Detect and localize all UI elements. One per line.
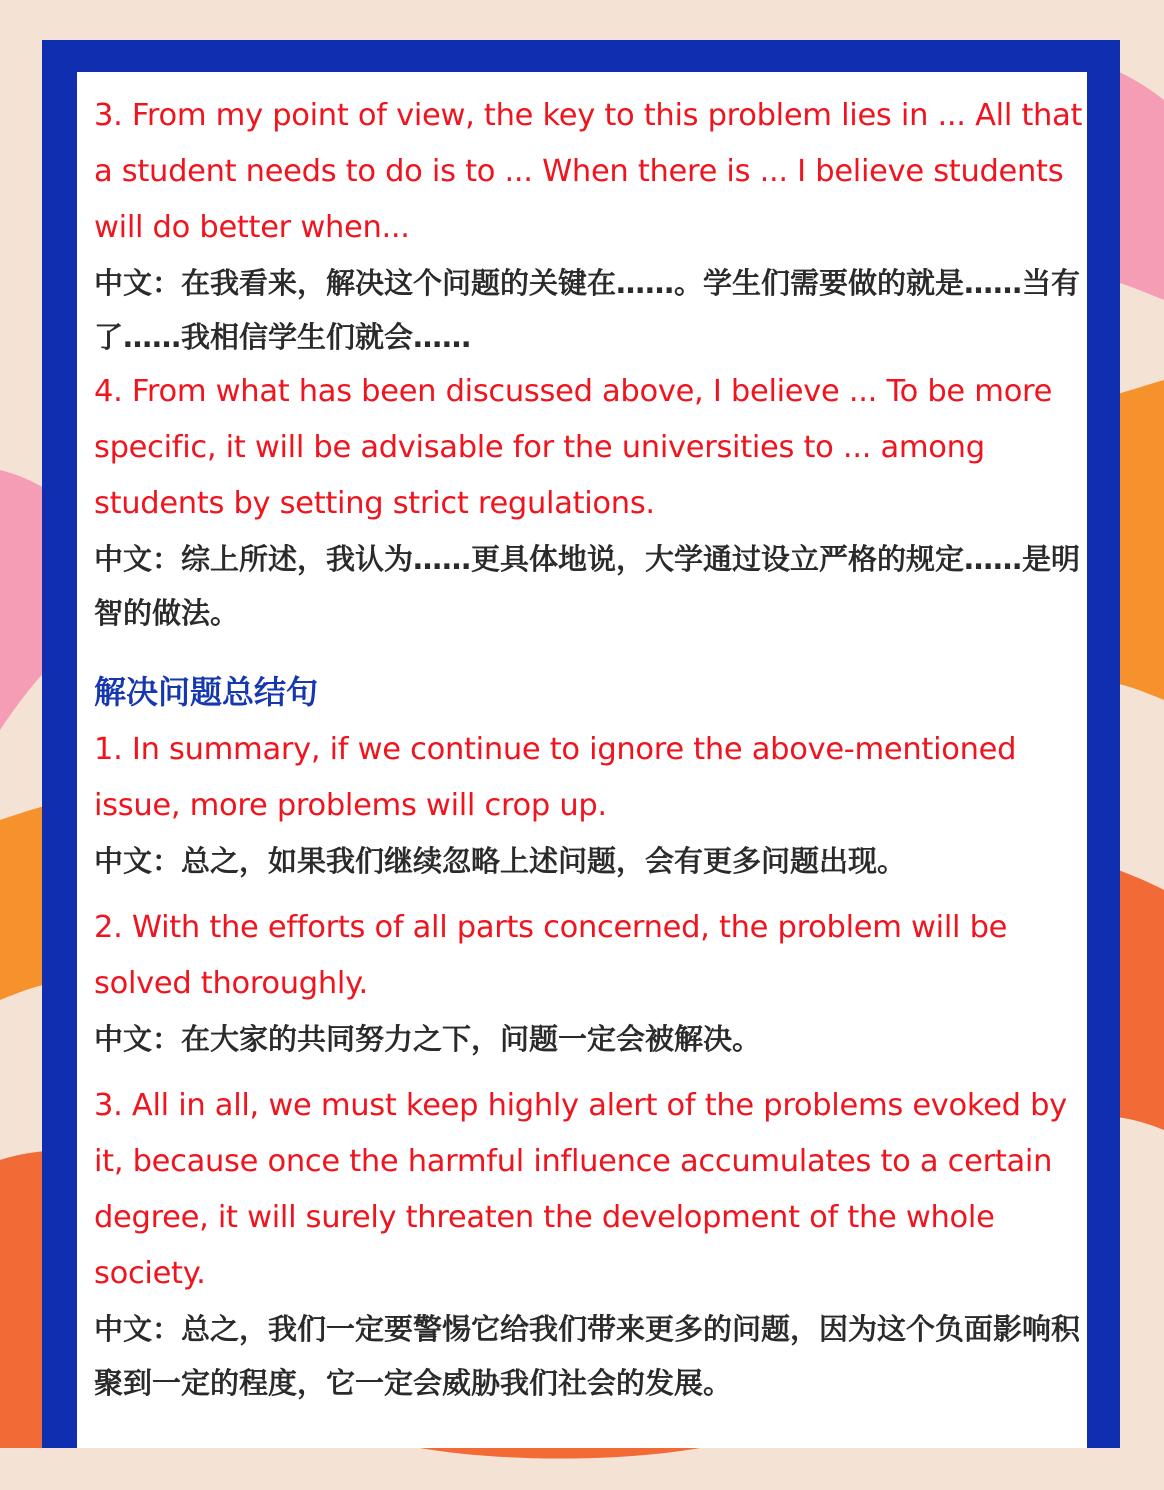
- bottom-orange-accent: [420, 1448, 700, 1459]
- spacer: [94, 640, 1087, 662]
- intro-item-3-chinese: 中文：在我看来，解决这个问题的关键在……。学生们需要做的就是……当有了……我相信学生们就会……: [94, 266, 1081, 354]
- summary-item-2-chinese: 中文：在大家的共同努力之下，问题一定会被解决。: [94, 1022, 762, 1056]
- spacer: [94, 1066, 1087, 1078]
- intro-item-4-english: 4. From what has been discussed above, I believe ... To be more specific, it will be advisable for the universities to ... among students by setting strict regulations.: [94, 374, 1053, 521]
- intro-item-4-chinese: 中文：综上所述，我认为……更具体地说，大学通过设立严格的规定……是明智的做法。: [94, 542, 1081, 630]
- summary-item-3-chinese: 中文：总之，我们一定要警惕它给我们带来更多的问题，因为这个负面影响积聚到一定的程度，它一定会威胁我们社会的发展。: [94, 1312, 1081, 1400]
- content-card: [77, 72, 1087, 1448]
- intro-item-3-english: 3. From my point of view, the key to this problem lies in ... All that a student needs to do is to ... When there is ... I believe students will do better when...: [94, 98, 1083, 245]
- section-heading: 解决问题总结句: [94, 673, 319, 711]
- summary-item-1-chinese: 中文：总之，如果我们继续忽略上述问题，会有更多问题出现。: [94, 844, 907, 878]
- summary-item-3-english: 3. All in all, we must keep highly alert of the problems evoked by it, because once the harmful influence accumulates to a certain degree, it will surely threaten the development of the whole society.: [94, 1088, 1067, 1291]
- summary-item-1-english: 1. In summary, if we continue to ignore the above-mentioned issue, more problems will crop up.: [94, 732, 1017, 823]
- spacer: [94, 888, 1087, 900]
- summary-item-2-english: 2. With the efforts of all parts concerned, the problem will be solved thoroughly.: [94, 910, 1008, 1001]
